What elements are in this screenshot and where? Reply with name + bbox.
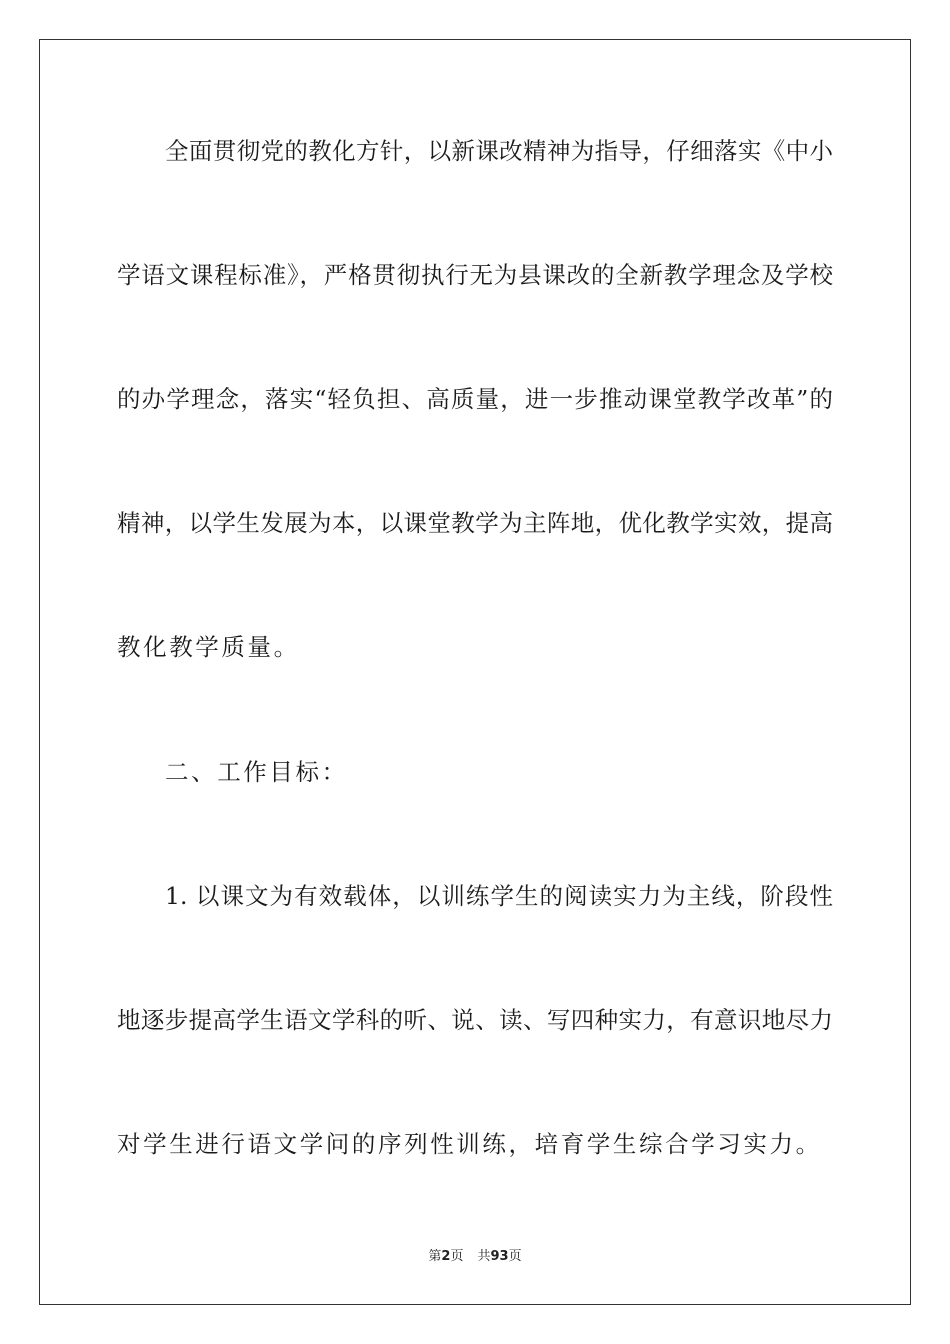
- page-border: [39, 39, 911, 1305]
- page-number: 2: [441, 1249, 451, 1264]
- page-number-prefix: 第: [428, 1249, 442, 1264]
- page-footer: [0, 1248, 950, 1266]
- paragraph-1-line-2: 学语文课程标准》，严格贯彻执行无为县课改的全新教学理念及学校: [117, 261, 833, 289]
- total-pages-suffix: 页: [508, 1249, 522, 1264]
- total-pages: 93: [490, 1249, 509, 1264]
- paragraph-1-line-1: 全面贯彻党的教化方针，以新课改精神为指导，仔细落实《中小: [165, 137, 833, 165]
- paragraph-1-line-3: 的办学理念，落实“轻负担、高质量，进一步推动课堂教学改革”的: [117, 385, 833, 413]
- paragraph-3-line-2: 地逐步提高学生语文学科的听、说、读、写四种实力，有意识地尽力: [117, 1006, 833, 1034]
- total-pages-prefix: 共: [477, 1249, 491, 1264]
- paragraph-1-line-5: 教化教学质量。: [117, 633, 300, 661]
- paragraph-3-line-3: 对学生进行语文学问的序列性训练，培育学生综合学习实力。: [117, 1130, 822, 1158]
- paragraph-3-line-1: 1. 以课文为有效载体，以训练学生的阅读实力为主线，阶段性: [165, 882, 833, 910]
- section-heading-work-goals: 二、工作目标：: [165, 758, 348, 786]
- page-number-suffix: 页: [450, 1249, 464, 1264]
- paragraph-1-line-4: 精神，以学生发展为本，以课堂教学为主阵地，优化教学实效，提高: [117, 509, 833, 537]
